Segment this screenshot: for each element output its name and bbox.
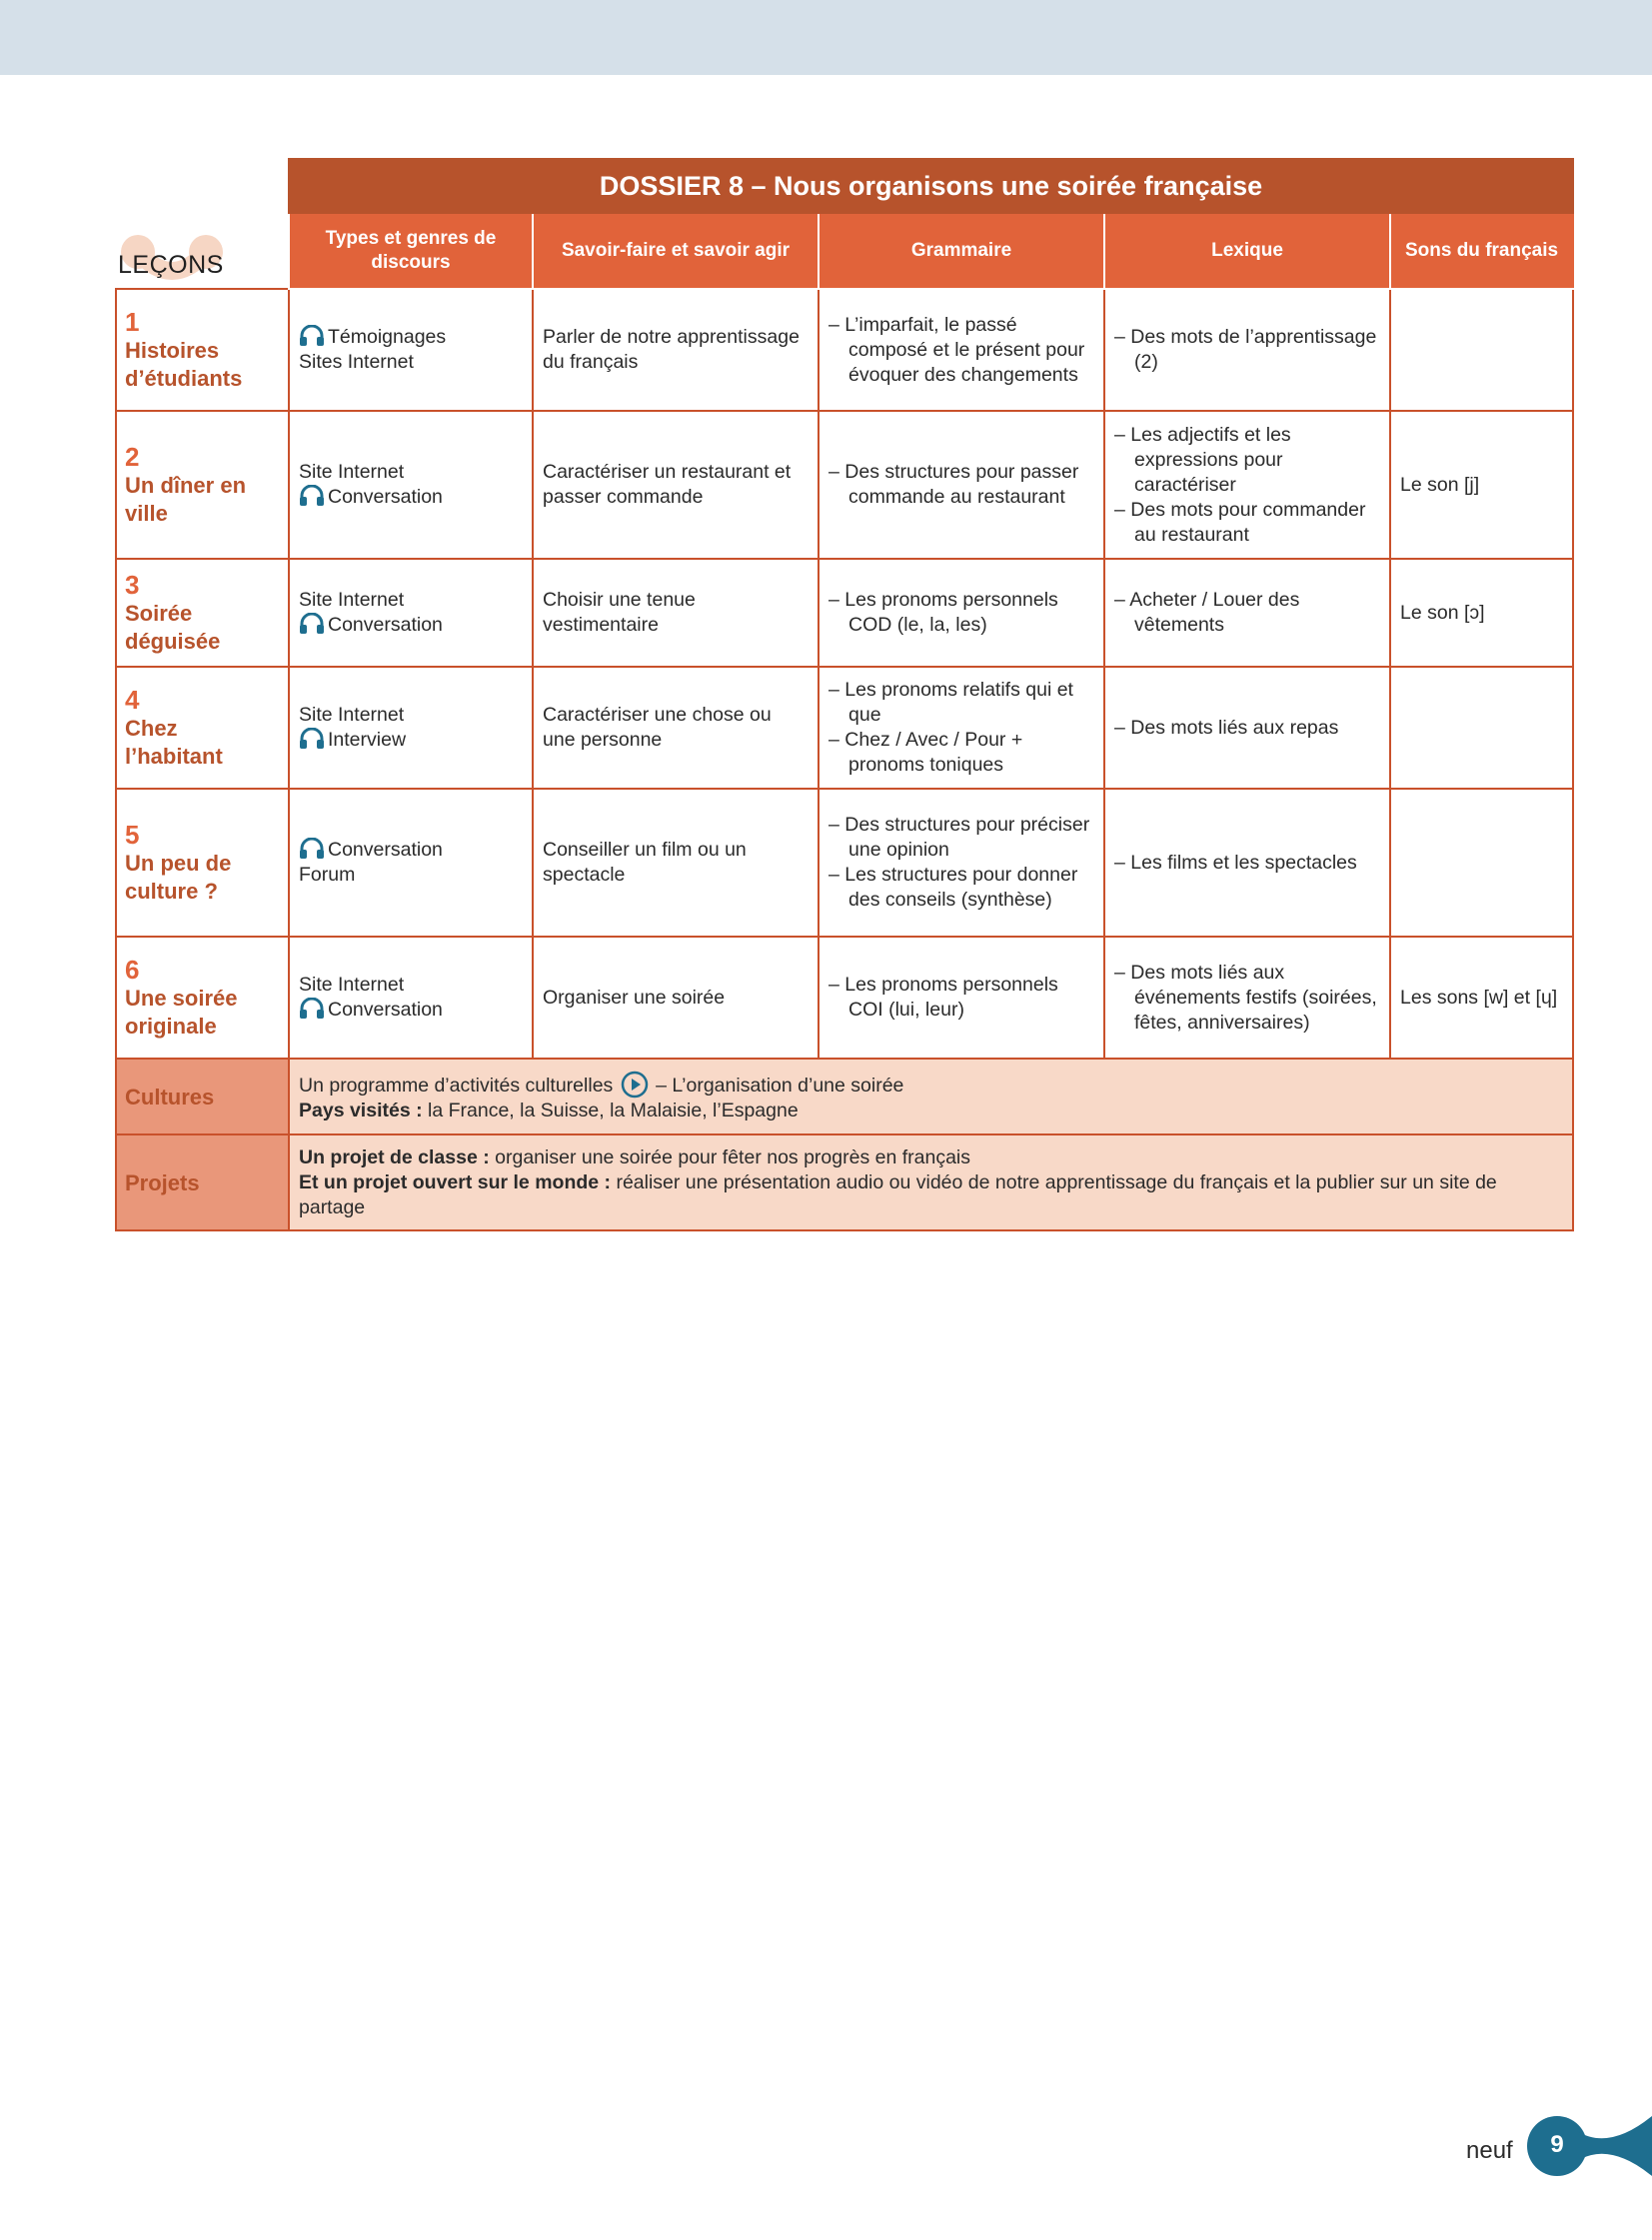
page-word: neuf [1466, 2137, 1513, 2164]
lesson-title: Chez l’habitant [125, 716, 223, 769]
lesson-row [116, 937, 1573, 1059]
savoir-cell: Caractériser un restaurant et passer commande [533, 411, 819, 559]
discourse-type: Conversation [299, 613, 523, 638]
column-header-sons: Sons du français [1390, 213, 1573, 289]
lexicon-item: – Acheter / Louer des vêtements [1114, 589, 1300, 636]
sons-cell: Les sons [w] et [ɥ] [1390, 937, 1573, 1059]
projet-classe: organiser une soirée pour fêter nos progrès en français [495, 1145, 971, 1168]
lesson-number: 6 [125, 955, 140, 985]
discourse-type: Sites Internet [299, 351, 414, 373]
lesson-number: 1 [125, 307, 140, 337]
types-cell [289, 559, 533, 667]
grammar-item: – L’imparfait, le passé composé et le présent pour évoquer des changements [828, 313, 1085, 386]
pays-list: la France, la Suisse, la Malaisie, l’Espagne [428, 1099, 799, 1121]
projet-monde-label: Et un projet ouvert sur le monde : [299, 1170, 617, 1193]
lecons-label: LEÇONS [118, 251, 224, 279]
savoir-cell: Caractériser une chose ou une personne [533, 667, 819, 789]
lesson-row [116, 289, 1573, 411]
projet-classe-label: Un projet de classe : [299, 1145, 496, 1168]
discourse-type: Conversation [299, 998, 523, 1023]
sons-cell [1390, 667, 1573, 789]
column-header-lexique: Lexique [1104, 213, 1390, 289]
lexicon-item: – Des mots pour commander au restaurant [1114, 498, 1366, 546]
audio-headset-icon [299, 838, 325, 860]
lesson-row [116, 789, 1573, 937]
lesson-title-cell[interactable] [116, 937, 289, 1059]
lexique-cell [1104, 289, 1390, 411]
column-header-savoir: Savoir-faire et savoir agir [533, 213, 819, 289]
types-cell [289, 289, 533, 411]
grammaire-cell [819, 411, 1104, 559]
column-header-types: Types et genres de discours [289, 213, 533, 289]
lexique-cell [1104, 789, 1390, 937]
lexicon-item: – Des mots de l’apprentissage (2) [1114, 326, 1377, 373]
lexicon-item: – Des mots liés aux repas [1114, 716, 1339, 739]
discourse-type: Site Internet [299, 704, 405, 726]
grammar-item: – Les pronoms personnels COI (lui, leur) [828, 974, 1058, 1021]
cultures-line: Un programme d’activités culturelles [299, 1074, 614, 1097]
lesson-title: Un dîner en ville [125, 473, 247, 526]
sons-cell: Le son [j] [1390, 411, 1573, 559]
savoir-cell: Parler de notre apprentissage du français [533, 289, 819, 411]
types-cell [289, 789, 533, 937]
grammar-item: – Des structures pour préciser une opinion [828, 814, 1090, 861]
lesson-row [116, 559, 1573, 667]
video-play-icon[interactable] [621, 1071, 649, 1099]
lexique-cell [1104, 411, 1390, 559]
types-cell [289, 667, 533, 789]
lesson-number: 4 [125, 685, 140, 715]
savoir-cell: Choisir une tenue vestimentaire [533, 559, 819, 667]
audio-headset-icon [299, 485, 325, 507]
lecons-header [116, 159, 289, 289]
grammar-item: – Les structures pour donner des conseils (synthèse) [828, 864, 1078, 911]
lexique-cell [1104, 559, 1390, 667]
lesson-title: Un peu de culture ? [125, 851, 232, 904]
lesson-row [116, 411, 1573, 559]
discourse-type: Conversation [299, 485, 523, 510]
types-cell [289, 937, 533, 1059]
discourse-type: Site Internet [299, 589, 405, 611]
lesson-title: Soirée déguisée [125, 601, 221, 654]
grammar-item: – Chez / Avec / Pour + pronoms toniques [828, 729, 1023, 776]
projets-content [289, 1134, 1573, 1230]
sons-cell [1390, 789, 1573, 937]
lexicon-item: – Les adjectifs et les expressions pour caractériser [1114, 423, 1291, 496]
pays-label: Pays visités : [299, 1099, 428, 1121]
discourse-type: Site Internet [299, 461, 405, 483]
types-cell [289, 411, 533, 559]
sons-cell: Le son [ɔ] [1390, 559, 1573, 667]
lesson-number: 5 [125, 820, 140, 850]
audio-headset-icon [299, 728, 325, 750]
audio-headset-icon [299, 325, 325, 347]
discourse-type: Interview [299, 728, 523, 753]
lesson-title-cell[interactable] [116, 789, 289, 937]
sons-cell [1390, 289, 1573, 411]
lesson-title-cell[interactable] [116, 667, 289, 789]
grammaire-cell [819, 937, 1104, 1059]
column-header-grammaire: Grammaire [819, 213, 1104, 289]
audio-headset-icon [299, 998, 325, 1020]
lesson-title: Une soirée originale [125, 986, 238, 1039]
grammaire-cell [819, 667, 1104, 789]
savoir-cell: Organiser une soirée [533, 937, 819, 1059]
dossier-table [115, 158, 1574, 1231]
discourse-type: Site Internet [299, 974, 405, 996]
top-band [0, 0, 1652, 75]
lesson-title-cell[interactable] [116, 289, 289, 411]
dossier-title: DOSSIER 8 – Nous organisons une soirée française [289, 159, 1573, 213]
lesson-row [116, 667, 1573, 789]
projet-monde: réaliser une présentation audio ou vidéo de notre apprentissage du français et la publier sur un site de partage [299, 1170, 1497, 1218]
grammar-item: – Des structures pour passer commande au restaurant [828, 461, 1079, 508]
cultures-line-after: – L’organisation d’une soirée [650, 1074, 904, 1097]
grammar-item: – Les pronoms relatifs qui et que [828, 679, 1073, 726]
discourse-type: Forum [299, 864, 356, 886]
lesson-number: 3 [125, 570, 140, 600]
grammaire-cell [819, 559, 1104, 667]
lesson-number: 2 [125, 442, 140, 472]
lexique-cell [1104, 667, 1390, 789]
cultures-content [289, 1059, 1573, 1134]
grammaire-cell [819, 789, 1104, 937]
page-number: 9 [1550, 2131, 1564, 2158]
lesson-title-cell[interactable] [116, 411, 289, 559]
grammar-item: – Les pronoms personnels COD (le, la, les) [828, 589, 1058, 636]
savoir-cell: Conseiller un film ou un spectacle [533, 789, 819, 937]
lesson-title: Histoires d’étudiants [125, 338, 243, 391]
lesson-title-cell[interactable] [116, 559, 289, 667]
projets-label: Projets [116, 1134, 289, 1230]
lexicon-item: – Les films et les spectacles [1114, 851, 1357, 874]
lexicon-item: – Des mots liés aux événements festifs (soirées, fêtes, anniversaires) [1114, 961, 1377, 1034]
audio-headset-icon [299, 613, 325, 635]
cultures-label: Cultures [116, 1059, 289, 1134]
grammaire-cell [819, 289, 1104, 411]
discourse-type: Conversation [299, 838, 523, 863]
discourse-type: Témoignages [299, 325, 523, 350]
lexique-cell [1104, 937, 1390, 1059]
